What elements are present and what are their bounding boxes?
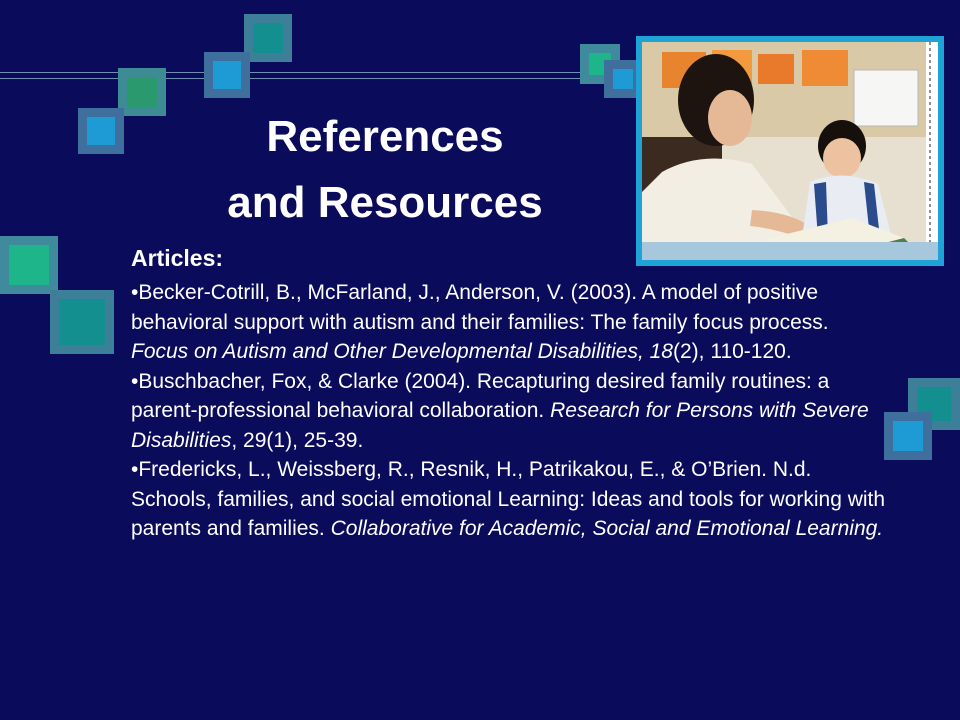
bullet: • xyxy=(131,458,139,481)
reference-journal: Collaborative for Academic, Social and Emotional Learning. xyxy=(330,517,884,540)
reference-text: Becker-Cotrill, B., McFarland, J., Anderson, V. (2003). A model of positive behavioral support with autism and their families: The family focus process. xyxy=(131,281,829,334)
title-line-2: and Resources xyxy=(227,178,543,227)
bullet: • xyxy=(131,281,139,304)
photo-teacher-and-child-reading-icon xyxy=(642,42,938,260)
title-line-1: References xyxy=(266,112,504,161)
reference-text: Fredericks, L., Weissberg, R., Resnik, H., Patrikakou, E., & O’Brien. N.d. Schools, families, and social emotional Learning: Ideas and tools for working with parents and families. xyxy=(131,458,886,540)
decor-square xyxy=(78,108,124,154)
bullet: • xyxy=(131,369,139,393)
reference-journal: Research for Persons with Severe Disabilities xyxy=(131,399,869,452)
slide-title xyxy=(150,104,620,236)
decor-square xyxy=(50,290,114,354)
decor-square xyxy=(0,236,58,294)
decor-square xyxy=(244,14,292,62)
references-body xyxy=(131,241,891,544)
reference-item xyxy=(131,278,891,367)
reference-journal: Focus on Autism and Other Developmental Disabilities, 18 xyxy=(131,340,673,363)
decor-line xyxy=(0,78,640,79)
decor-square xyxy=(204,52,250,98)
reference-item xyxy=(131,455,891,544)
reference-details: (2), 110-120. xyxy=(672,340,792,363)
reference-item xyxy=(131,367,891,456)
reference-details: , 29(1), 25-39. xyxy=(231,428,364,452)
photo-frame xyxy=(636,36,944,266)
decor-square xyxy=(884,412,932,460)
decor-line xyxy=(0,72,640,73)
reference-text: Buschbacher, Fox, & Clarke (2004). Recapturing desired family routines: a parent-professional behavioral collaboration. xyxy=(131,369,830,422)
articles-heading: Articles: xyxy=(131,245,224,271)
